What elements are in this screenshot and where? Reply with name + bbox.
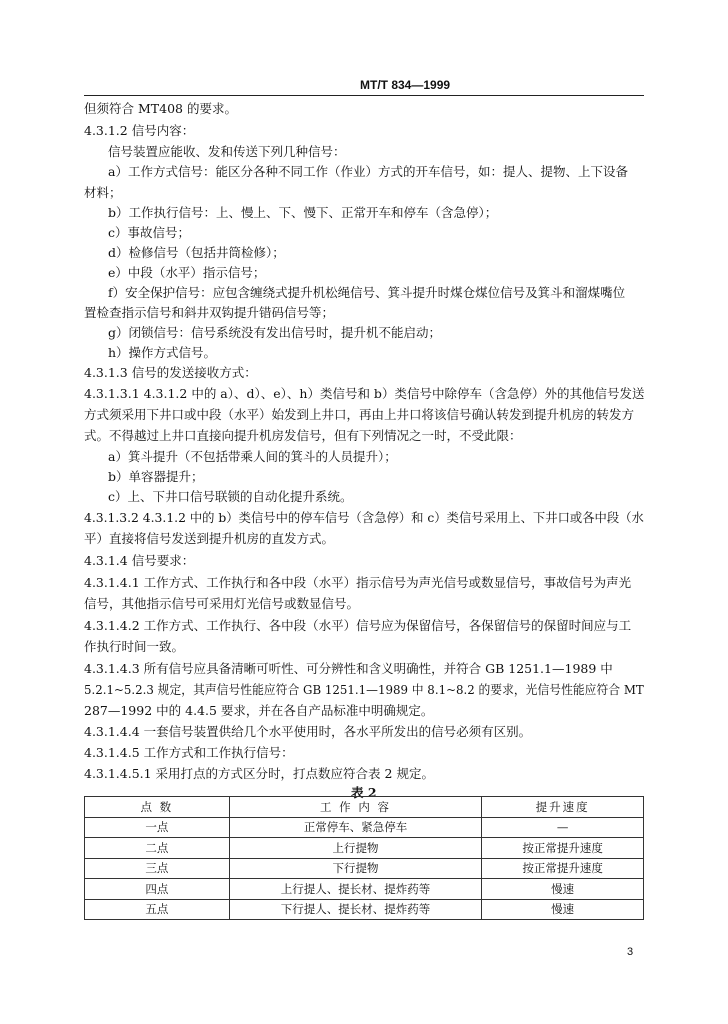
table-cell: 二点 <box>85 838 230 859</box>
text-line: 式。不得越过上井口直接向提升机房发信号，但有下列情况之一时，不受此限： <box>84 428 522 443</box>
text-line: 置检查指示信号和斜井双钩提升错码信号等； <box>84 305 335 320</box>
table-cell: 三点 <box>85 858 230 879</box>
list-item: c）事故信号； <box>108 225 191 240</box>
table-row <box>85 858 644 879</box>
table-row <box>85 838 644 859</box>
header-cell: 提升速度 <box>482 797 644 818</box>
table-cell: 按正常提升速度 <box>482 838 644 859</box>
list-item: a）箕斗提升（不包括带乘人间的箕斗的人员提升）； <box>108 449 397 464</box>
clause-heading: 4.3.1.4.5 工作方式和工作执行信号： <box>84 745 294 760</box>
table-cell: 下行提物 <box>229 858 482 879</box>
text-line: 4.3.1.4.1 工作方式、工作执行和各中段（水平）指示信号为声光信号或数显信号，事故信号为声光 <box>84 575 632 590</box>
text-line: 4.3.1.3.1 4.3.1.2 中的 a）、d）、e）、h）类信号和 b）类信号中除停车（含急停）外的其他信号发送 <box>84 386 645 401</box>
text-line: 4.3.1.3.2 4.3.1.2 中的 b）类信号中的停车信号（含急停）和 c）类信号采用上、下井口或各中段（水 <box>84 510 644 525</box>
standard-header: MT/T 834—1999 <box>360 78 451 92</box>
table-cell: 慢速 <box>482 899 644 920</box>
page-number: 3 <box>627 946 634 958</box>
text-line: 材料； <box>84 185 122 200</box>
list-item: c）上、下井口信号联锁的自动化提升系统。 <box>108 489 353 504</box>
text-line: 4.3.1.4.5.1 采用打点的方式区分时，打点数应符合表 2 规定。 <box>84 766 434 781</box>
list-item: d）检修信号（包括井筒检修）； <box>108 245 285 260</box>
table-cell: 下行提人、提长材、提炸药等 <box>229 899 482 920</box>
text-line: 4.3.1.4.3 所有信号应具备清晰可听性、可分辨性和含义明确性，并符合 GB 1251.1—1989 中 <box>84 661 613 676</box>
table-cell: 四点 <box>85 879 230 900</box>
table-cell: 一点 <box>85 817 230 838</box>
table-caption: 表 2 <box>351 785 377 800</box>
clause-heading: 4.3.1.3 信号的发送接收方式： <box>84 365 257 380</box>
text-line: 287—1992 中的 4.4.5 要求，并在各自产品标准中明确规定。 <box>84 703 434 718</box>
header-rule <box>84 95 644 96</box>
list-item: e）中段（水平）指示信号； <box>108 265 266 280</box>
table-cell: 正常停车、紧急停车 <box>229 817 482 838</box>
text-line: 平）直接将信号发送到提升机房的直发方式。 <box>84 531 335 546</box>
table-cell: 五点 <box>85 899 230 920</box>
table-cell: 慢速 <box>482 879 644 900</box>
table-row <box>85 879 644 900</box>
table-header-row <box>85 797 644 818</box>
text-line: 4.3.1.4.4 一套信号装置供给几个水平使用时，各水平所发出的信号必须有区别。 <box>84 724 532 739</box>
text-line: 但须符合 MT408 的要求。 <box>84 101 237 116</box>
table-cell: 上行提人、提长材、提炸药等 <box>229 879 482 900</box>
list-item: h）操作方式信号。 <box>108 345 217 360</box>
text-line: 方式须采用下井口或中段（水平）始发到上井口，再由上井口将该信号确认转发到提升机房的转发方 <box>84 407 635 422</box>
list-item: b）单容器提升； <box>108 469 204 484</box>
table-cell: 上行提物 <box>229 838 482 859</box>
list-item: f）安全保护信号：应包含缠绕式提升机松绳信号、箕斗提升时煤仓煤位信号及箕斗和溜煤嘴位 <box>108 285 626 300</box>
text-line: 作执行时间一致。 <box>84 639 185 654</box>
text-line: 信号装置应能收、发和传送下列几种信号： <box>108 144 346 159</box>
table-row <box>85 899 644 920</box>
header-cell: 工 作 内 容 <box>229 797 482 818</box>
table-row <box>85 817 644 838</box>
list-item: g）闭锁信号：信号系统没有发出信号时，提升机不能启动； <box>108 325 442 340</box>
signal-table <box>84 796 644 920</box>
text-line: 信号，其他指示信号可采用灯光信号或数显信号。 <box>84 596 360 611</box>
list-item: a）工作方式信号：能区分各种不同工作（作业）方式的开车信号，如：提人、提物、上下设备 <box>108 164 628 179</box>
list-item: b）工作执行信号：上、慢上、下、慢下、正常开车和停车（含急停）； <box>108 205 498 220</box>
table-cell: 按正常提升速度 <box>482 858 644 879</box>
table-cell: — <box>482 817 644 838</box>
header-cell: 点 数 <box>85 797 230 818</box>
text-line: 4.3.1.4.2 工作方式、工作执行、各中段（水平）信号应为保留信号，各保留信号的保留时间应与工 <box>84 618 632 633</box>
clause-heading: 4.3.1.2 信号内容： <box>84 123 195 138</box>
clause-heading: 4.3.1.4 信号要求： <box>84 553 195 568</box>
text-line: 5.2.1~5.2.3 规定，其声信号性能应符合 GB 1251.1—1989 中 8.1~8.2 的要求，光信号性能应符合 MT <box>84 682 644 697</box>
